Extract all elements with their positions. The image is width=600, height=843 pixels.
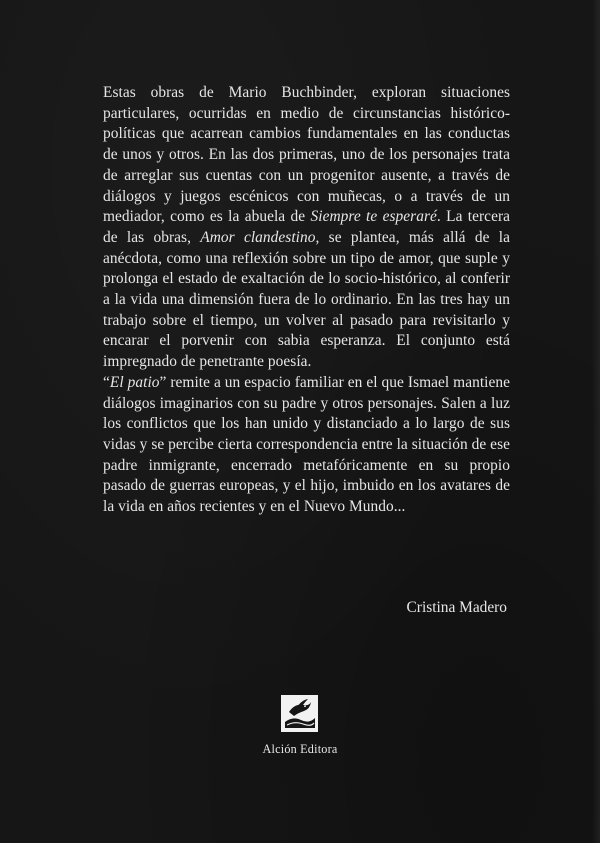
halcyon-bird-logo-svg [281, 695, 318, 732]
blurb-paragraph-1 [103, 83, 510, 373]
blurb-text [103, 83, 510, 518]
blurb-p2-text-c: ” remite a un espacio familiar en el que Ismael mantiene diálogos imaginarios con su padre y otros personajes. Salen a luz los conflictos que los han unido y distanciado a lo largo de sus vidas y se percibe cierta correspondencia entre la situación de ese padre inmigrante, encerrado metafóricamente en su propio pasado de guerras europeas, y el hijo, imbuido en los avatares de la vida en años recientes y en el Nuevo Mundo... [103, 373, 510, 516]
signature: Cristina Madero [406, 599, 507, 616]
title-siempre-te-esperare: Siempre te esperaré [310, 208, 437, 226]
blurb-p1-text-e: , se plantea, más allá de la anécdota, como una reflexión sobre un tipo de amor, que suple y prolonga el estado de exaltación de lo socio-histórico, al conferir a la vida una dimensión fuera de lo ordinario. En las tres hay un trabajo sobre el tiempo, un volver al pasado para revisitarlo y encarar el porvenir con sabia esperanza. El conjunto está impregnado de penetrante poesía. [103, 228, 510, 371]
page-edge [592, 0, 600, 843]
halcyon-bird-logo-icon [281, 695, 318, 732]
blurb-paragraph-2 [103, 373, 510, 518]
blurb-p2-open-quote: “ [103, 373, 110, 391]
blurb-p1-text-a: Estas obras de Mario Buchbinder, exploran situaciones particulares, ocurridas en medio de circunstancias histórico-políticas que acarrean cambios fundamentales en las conductas de unos y otros. En las dos primeras, uno de los personajes trata de arreglar sus cuentas con un progenitor ausente, a través de diálogos y juegos escénicos con muñecas, o a través de un mediador, como es la abuela de [103, 84, 510, 226]
title-amor-clandestino: Amor clandestino [200, 228, 316, 246]
title-el-patio: El patio [109, 373, 160, 391]
blurb-p1-text-c: . La tercera de las obras, [103, 208, 511, 246]
publisher-name: Alción Editora [262, 742, 338, 756]
